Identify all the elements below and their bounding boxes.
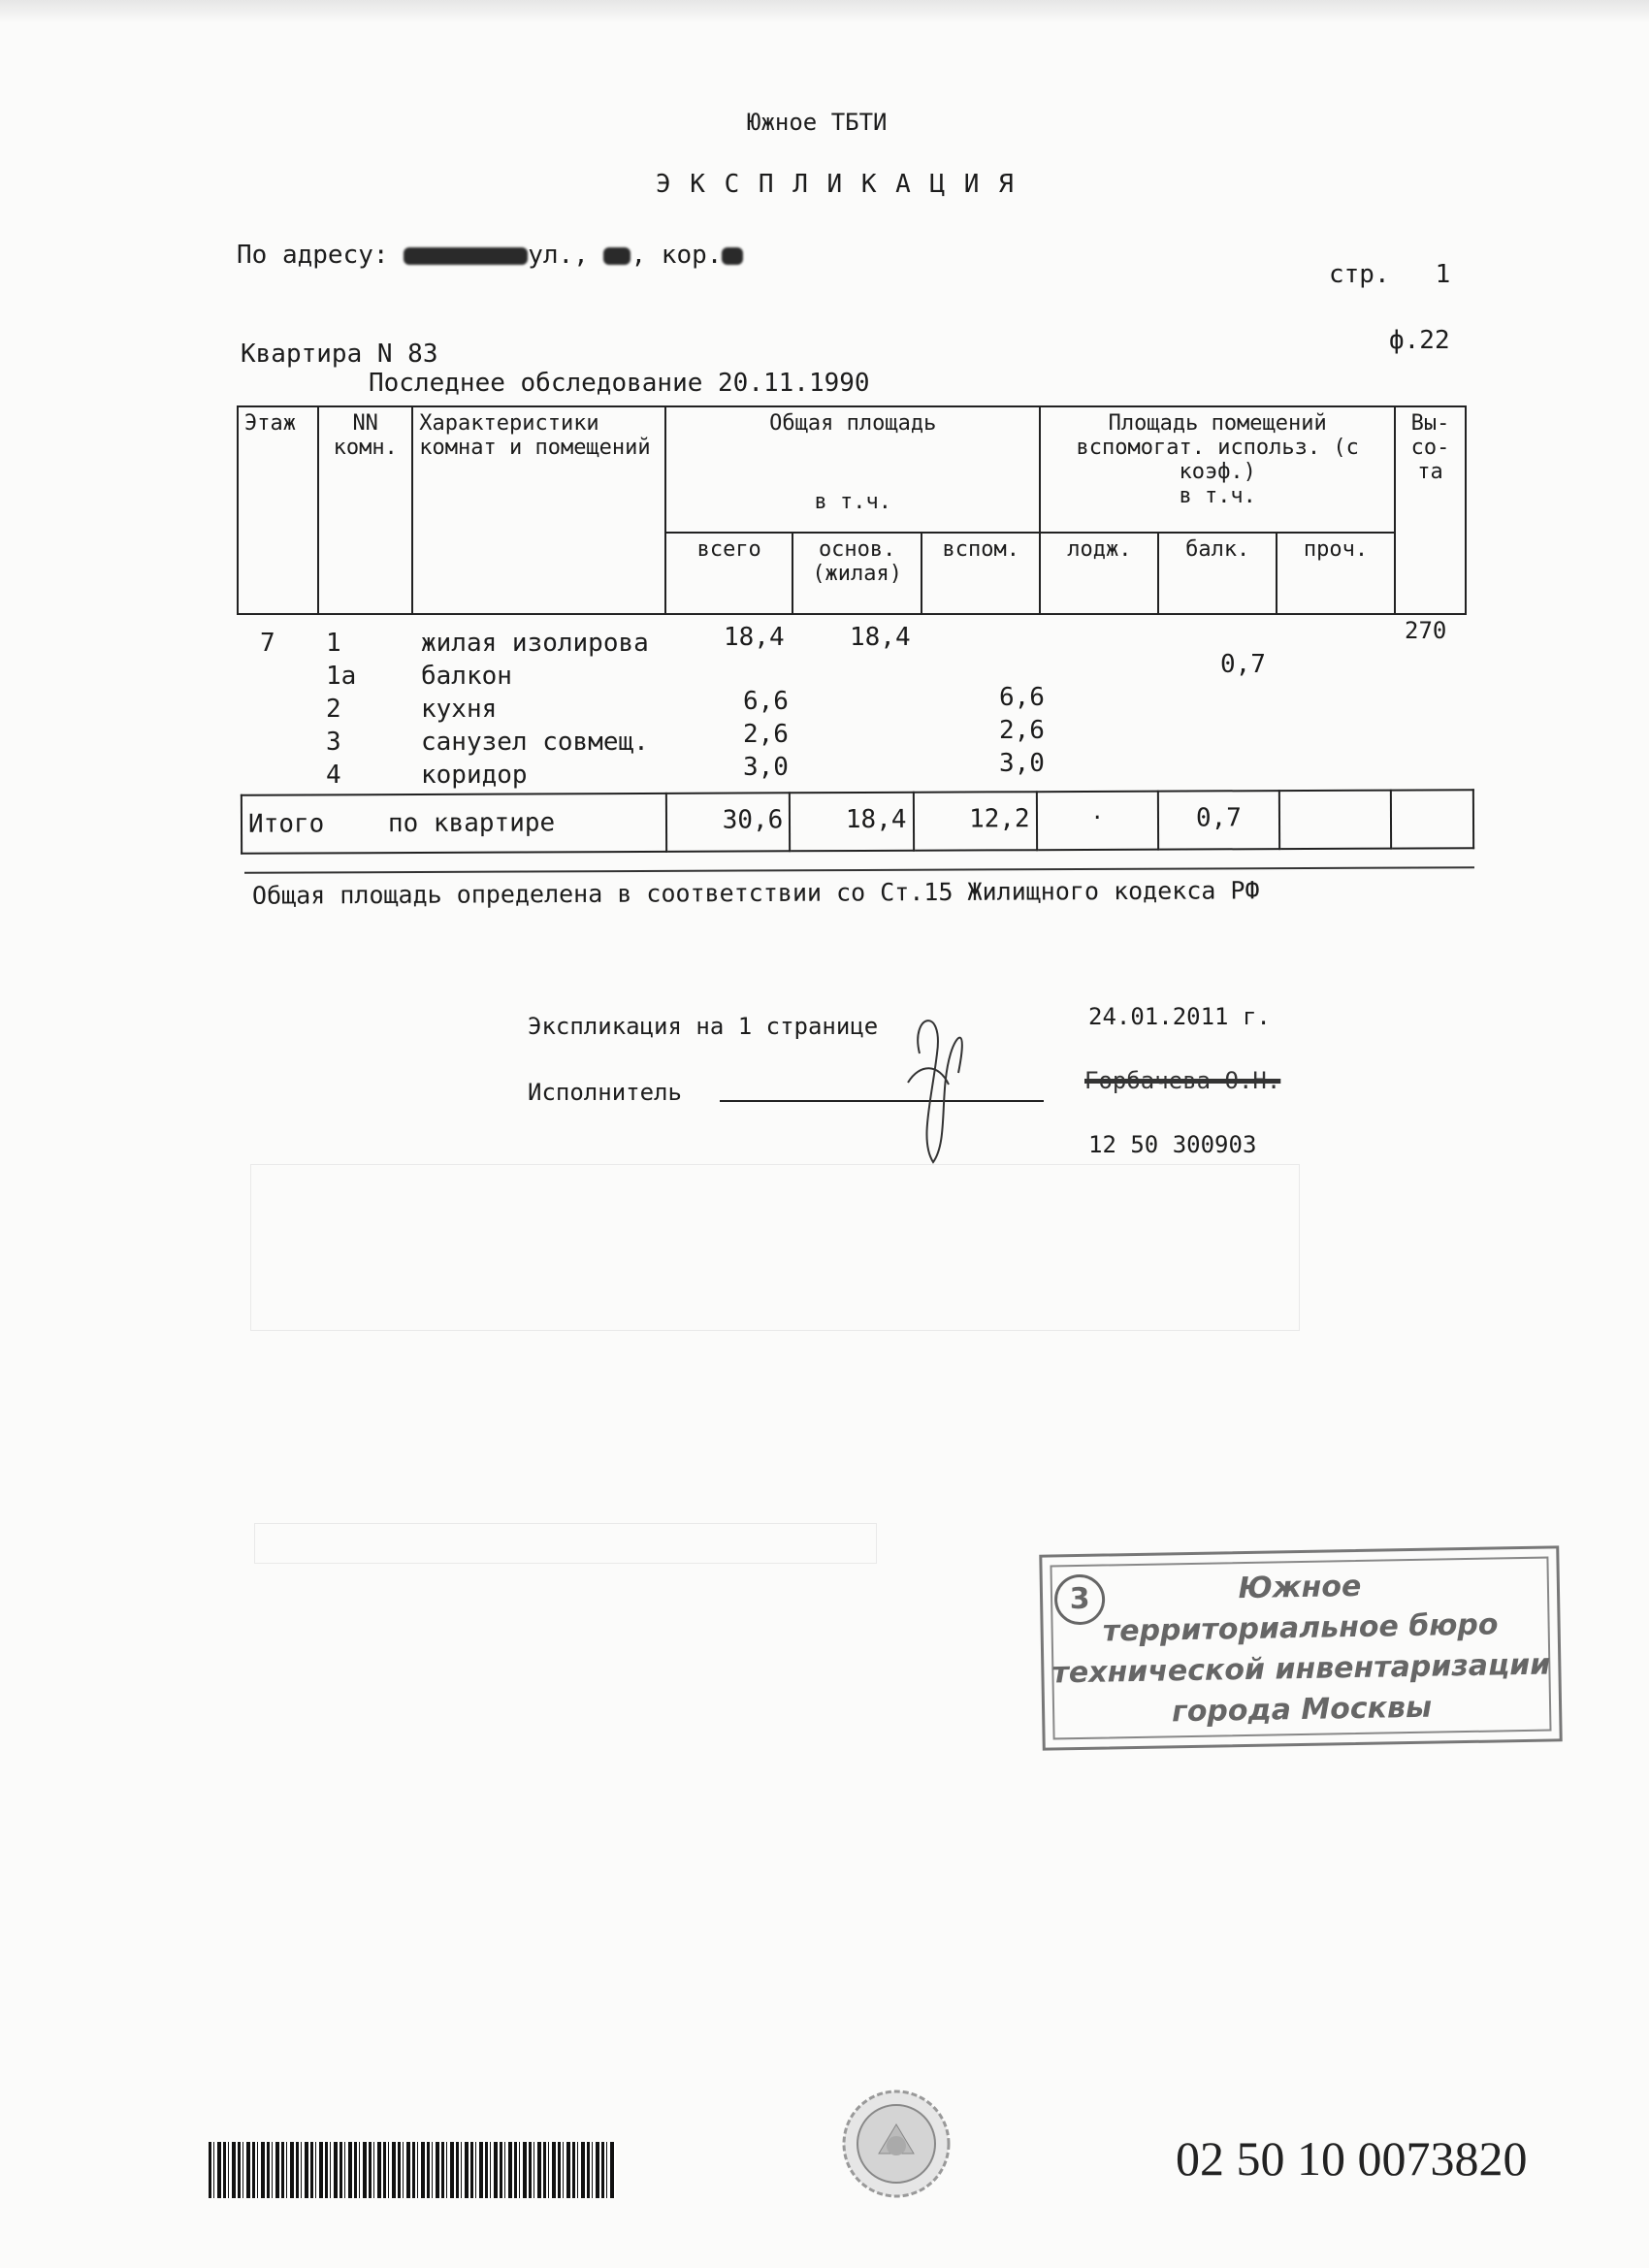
row-total: 3,0 (743, 753, 789, 782)
col-aux: вспом. (922, 533, 1040, 614)
row-aux: 2,6 (999, 716, 1045, 745)
row-room: 1 (326, 629, 341, 658)
signature-line (720, 1100, 1044, 1102)
row-room: 4 (326, 761, 341, 790)
incl2-label: в т.ч. (1179, 484, 1256, 508)
org-name: Южное ТБТИ (747, 109, 888, 136)
col-loggia: лодж. (1040, 533, 1158, 614)
row-name: санузел совмещ. (421, 728, 649, 757)
stamp-line3: технической инвентаризации (1051, 1647, 1551, 1691)
aux-area-label: Площадь помещений вспомогат. использ. (с коэф.) (1076, 411, 1359, 484)
totals-label-cell (242, 794, 666, 854)
stamp-line2: территориальное бюро (1102, 1607, 1499, 1649)
address-street-suffix: ул., (528, 241, 589, 270)
last-survey: Последнее обследование 20.11.1990 (369, 369, 870, 398)
bleed-through-ghost-2 (254, 1523, 877, 1564)
row-total: 18,4 (724, 623, 785, 652)
bti-stamp (1039, 1545, 1562, 1750)
totals-loggia: · (1037, 792, 1158, 851)
explication-header-table (237, 405, 1467, 615)
bleed-through-ghost (250, 1164, 1300, 1331)
row-height: 270 (1405, 617, 1447, 644)
document-title: Э К С П Л И К А Ц И Я (656, 170, 1016, 199)
totals-height (1391, 790, 1473, 848)
executor-label: Исполнитель (528, 1079, 682, 1106)
row-room: 2 (326, 695, 341, 724)
address-korp-label: кор. (661, 241, 723, 270)
totals-underline (244, 866, 1474, 874)
serial-number: 02 50 10 0073820 (1176, 2131, 1528, 2186)
col-total: всего (665, 533, 792, 614)
col-room-no: NN комн. (318, 406, 412, 614)
emblem-seal-icon (838, 2086, 954, 2202)
row-total: 2,6 (743, 720, 789, 749)
stamp-number: 3 (1054, 1574, 1106, 1626)
row-name: коридор (421, 761, 528, 790)
col-aux-area (1040, 406, 1394, 533)
apartment-number: Квартира N 83 (241, 340, 438, 369)
signature-scribble (900, 995, 978, 1170)
stamp-line4: города Москвы (1171, 1690, 1433, 1730)
row-main: 18,4 (850, 623, 911, 652)
totals-label: Итого (247, 809, 325, 839)
col-total-area (665, 406, 1040, 533)
redacted-street (404, 247, 528, 265)
totals-balcony: 0,7 (1158, 791, 1279, 850)
redacted-house (603, 247, 630, 265)
row-floor: 7 (260, 629, 275, 658)
note-text: Общая площадь определена в соответствии со Ст.15 Жилищного кодекса РФ (251, 876, 1260, 910)
totals-aux: 12,2 (913, 792, 1036, 851)
redacted-korp (722, 247, 743, 265)
scan-edge (0, 0, 1649, 23)
pages-text: Экспликация на 1 странице (528, 1013, 879, 1040)
executor-name: Горбачева О.Н. (1084, 1067, 1281, 1094)
totals-sub: по квартире (387, 808, 556, 839)
incl-label: в т.ч. (814, 490, 891, 514)
row-balcony: 0,7 (1220, 650, 1266, 679)
row-room: 3 (326, 728, 341, 757)
total-area-label: Общая площадь (769, 411, 937, 436)
address-line: По адресу: ул., , кор. (237, 241, 743, 270)
address-label: По адресу: (237, 241, 389, 270)
row-name: жилая изолирова (421, 629, 649, 658)
row-name: балкон (421, 662, 512, 691)
code-number: 12 50 300903 (1088, 1131, 1257, 1158)
col-characteristics: Характеристики комнат и помещений (412, 406, 665, 614)
row-aux: 6,6 (999, 683, 1045, 712)
row-aux: 3,0 (999, 749, 1045, 778)
totals-total: 30,6 (666, 793, 790, 852)
issue-date: 24.01.2011 г. (1088, 1003, 1271, 1030)
row-room: 1а (326, 662, 357, 691)
totals-other (1279, 791, 1391, 850)
barcode (209, 2142, 616, 2198)
col-floor: Этаж (238, 406, 318, 614)
col-balcony: балк. (1158, 533, 1277, 614)
totals-main: 18,4 (790, 793, 913, 852)
row-total: 6,6 (743, 687, 789, 716)
page-label: стр. (1329, 260, 1390, 289)
page-number: 1 (1435, 260, 1451, 289)
row-name: кухня (421, 695, 498, 724)
form-code: ф.22 (1389, 326, 1450, 355)
col-main: основ. (жилая) (792, 533, 922, 614)
totals-table (241, 789, 1474, 855)
col-height: Вы- со- та (1395, 406, 1466, 614)
page-indicator (1329, 260, 1450, 289)
stamp-line1: Южное (1238, 1569, 1362, 1606)
col-other: проч. (1277, 533, 1395, 614)
